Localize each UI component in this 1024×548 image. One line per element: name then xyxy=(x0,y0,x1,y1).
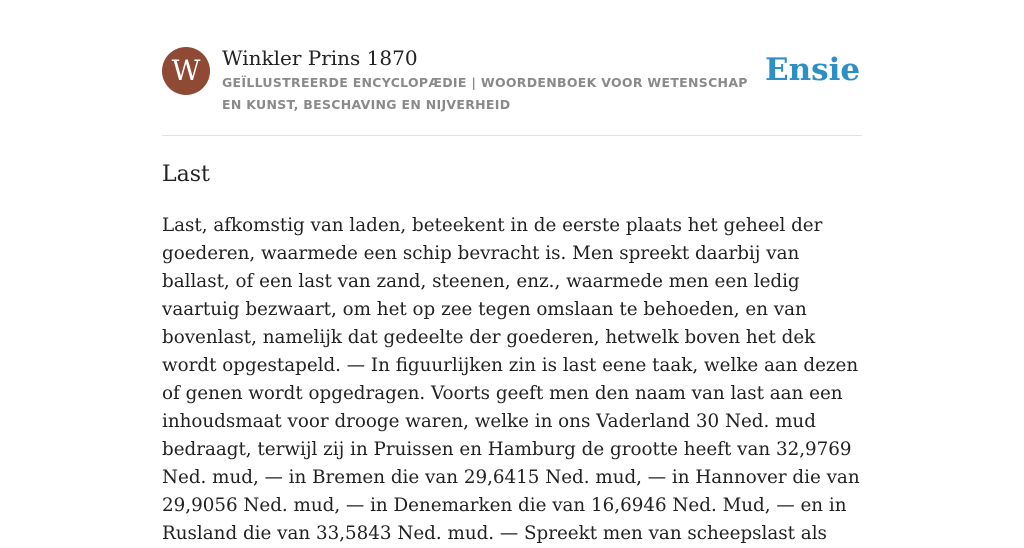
source-avatar[interactable]: W xyxy=(162,47,210,95)
source-title[interactable]: Winkler Prins 1870 xyxy=(222,46,418,70)
source-subtitle: GEÏLLUSTREERDE ENCYCLOPÆDIE | WOORDENBOEK VOOR WETENSCHAP EN KUNST, BESCHAVING EN NIJVERHEID xyxy=(222,75,748,112)
source-header xyxy=(162,46,862,116)
brand-logo-link[interactable]: Ensie xyxy=(765,52,861,88)
entry-body: Last, afkomstig van laden, beteekent in de eerste plaats het geheel der goederen, waarmede een schip bevracht is. Men spreekt daarbij van ballast, of een last van zand, steenen, enz., waarmede men een ledig vaartuig bezwaart, om het op zee tegen omslaan te behoeden, en van bovenlast, namelijk dat gedeelte der goederen, hetwelk boven het dek wordt opgestapeld. — In figuurlijken zin is last eene taak, welke aan dezen of genen wordt opgedragen. Voorts geeft men den naam van last aan een inhoudsmaat voor drooge waren, welke in ons Vaderland 30 Ned. mud bedraagt, terwijl zij in Pruissen en Hamburg de grootte heeft van 32,9769 Ned. mud, — in Bremen die van 29,6415 Ned. mud, — in Hannover die van 29,9056 Ned. mud, — in Denemarken die van 16,6946 Ned. Mud, — en in Rusland die van 33,5843 Ned. mud. — Spreekt men van scheepslast als xyxy=(162,215,860,544)
header-divider xyxy=(162,135,862,136)
entry-title: Last xyxy=(162,162,210,187)
